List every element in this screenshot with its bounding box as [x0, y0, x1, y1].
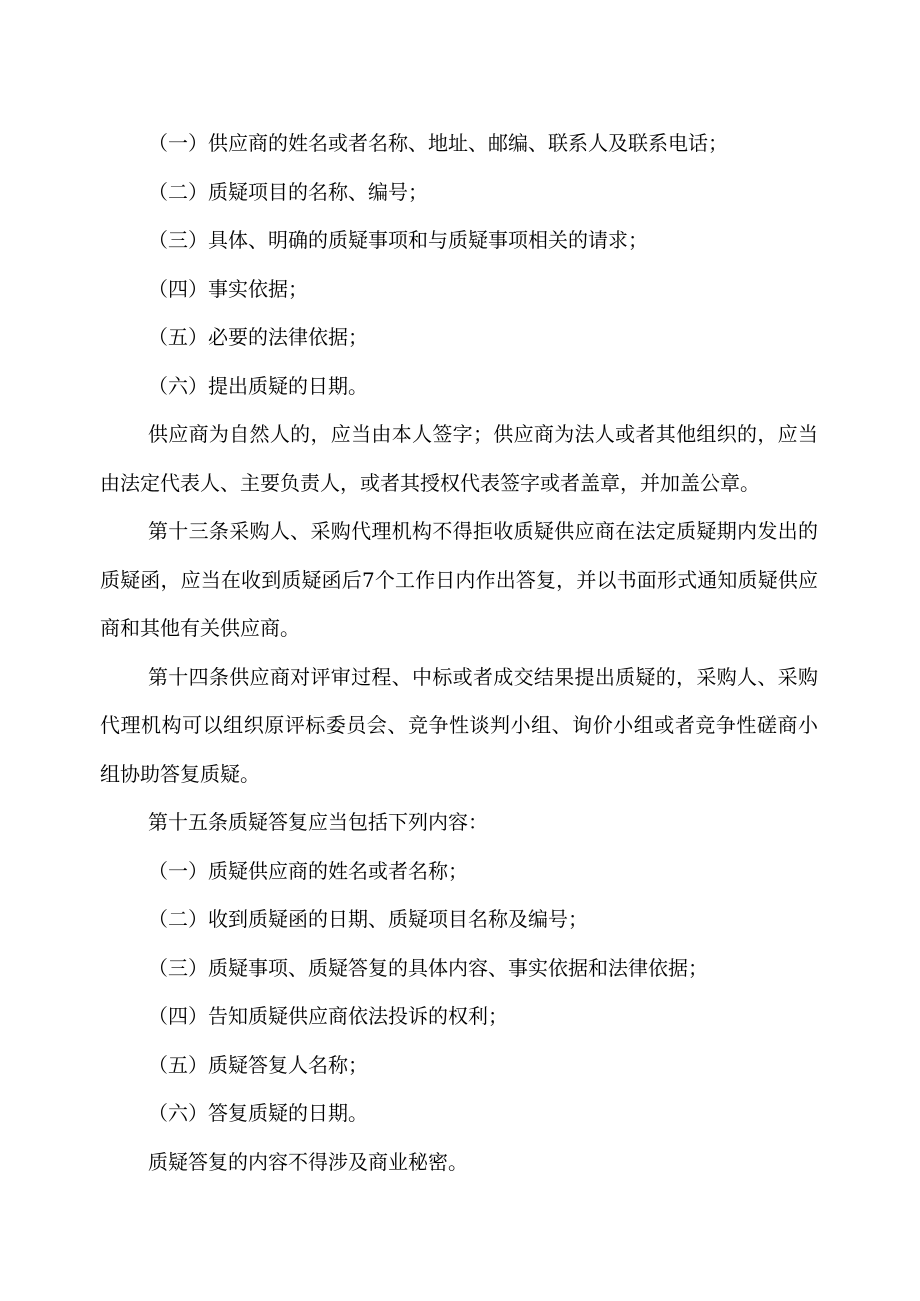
- article-14-paragraph: [0, 653, 920, 799]
- paragraph-line: 质疑答复的内容不得涉及商业秘密。: [148, 1149, 468, 1174]
- paragraph-line: 代理机构可以组织原评标委员会、竞争性谈判小组、询价小组或者竞争性磋商小: [100, 713, 818, 737]
- list-item: （一）供应商的姓名或者名称、地址、邮编、联系人及联系电话；: [148, 131, 728, 155]
- paragraph-line: 供应商为自然人的，应当由本人签字；供应商为法人或者其他组织的，应当: [148, 422, 818, 446]
- list-item: （二）收到质疑函的日期、质疑项目名称及编号；: [148, 907, 588, 931]
- list-item: （四）告知质疑供应商依法投诉的权利；: [148, 1004, 508, 1028]
- paragraph-line: 第十四条供应商对评审过程、中标或者成交结果提出质疑的，采购人、采购: [148, 664, 818, 689]
- list-item: （五）质疑答复人名称；: [148, 1052, 368, 1077]
- article-13-paragraph: [0, 507, 920, 653]
- list-item: （四）事实依据；: [148, 276, 308, 301]
- list-item: （三）具体、明确的质疑事项和与质疑事项相关的请求；: [148, 228, 648, 252]
- paragraph-line: 商和其他有关供应商。: [100, 616, 300, 640]
- paragraph-line: 第十三条采购人、采购代理机构不得拒收质疑供应商在法定质疑期内发出的: [148, 519, 818, 543]
- list-item: （一）质疑供应商的姓名或者名称；: [148, 858, 468, 883]
- signature-paragraph: [0, 410, 920, 507]
- list-item: （六）提出质疑的日期。: [148, 373, 368, 398]
- list-item: （六）答复质疑的日期。: [148, 1101, 368, 1125]
- paragraph-line: 组协助答复质疑。: [100, 761, 260, 786]
- reply-contents-list: [0, 847, 920, 1138]
- paragraph-line: 质疑函，应当在收到质疑函后7个工作日内作出答复，并以书面形式通知质疑供应: [100, 567, 818, 592]
- confidentiality-paragraph: [0, 1138, 920, 1187]
- paragraph-line: 由法定代表人、主要负责人，或者其授权代表签字或者盖章，并加盖公章。: [100, 470, 760, 495]
- list-item: （三）质疑事项、质疑答复的具体内容、事实依据和法律依据；: [148, 955, 708, 980]
- list-item: （五）必要的法律依据；: [148, 325, 368, 349]
- list-item: （二）质疑项目的名称、编号；: [148, 179, 428, 204]
- paragraph-line: 第十五条质疑答复应当包括下列内容：: [148, 810, 488, 834]
- article-15-paragraph: [0, 798, 920, 847]
- submission-requirements-list: [0, 119, 920, 410]
